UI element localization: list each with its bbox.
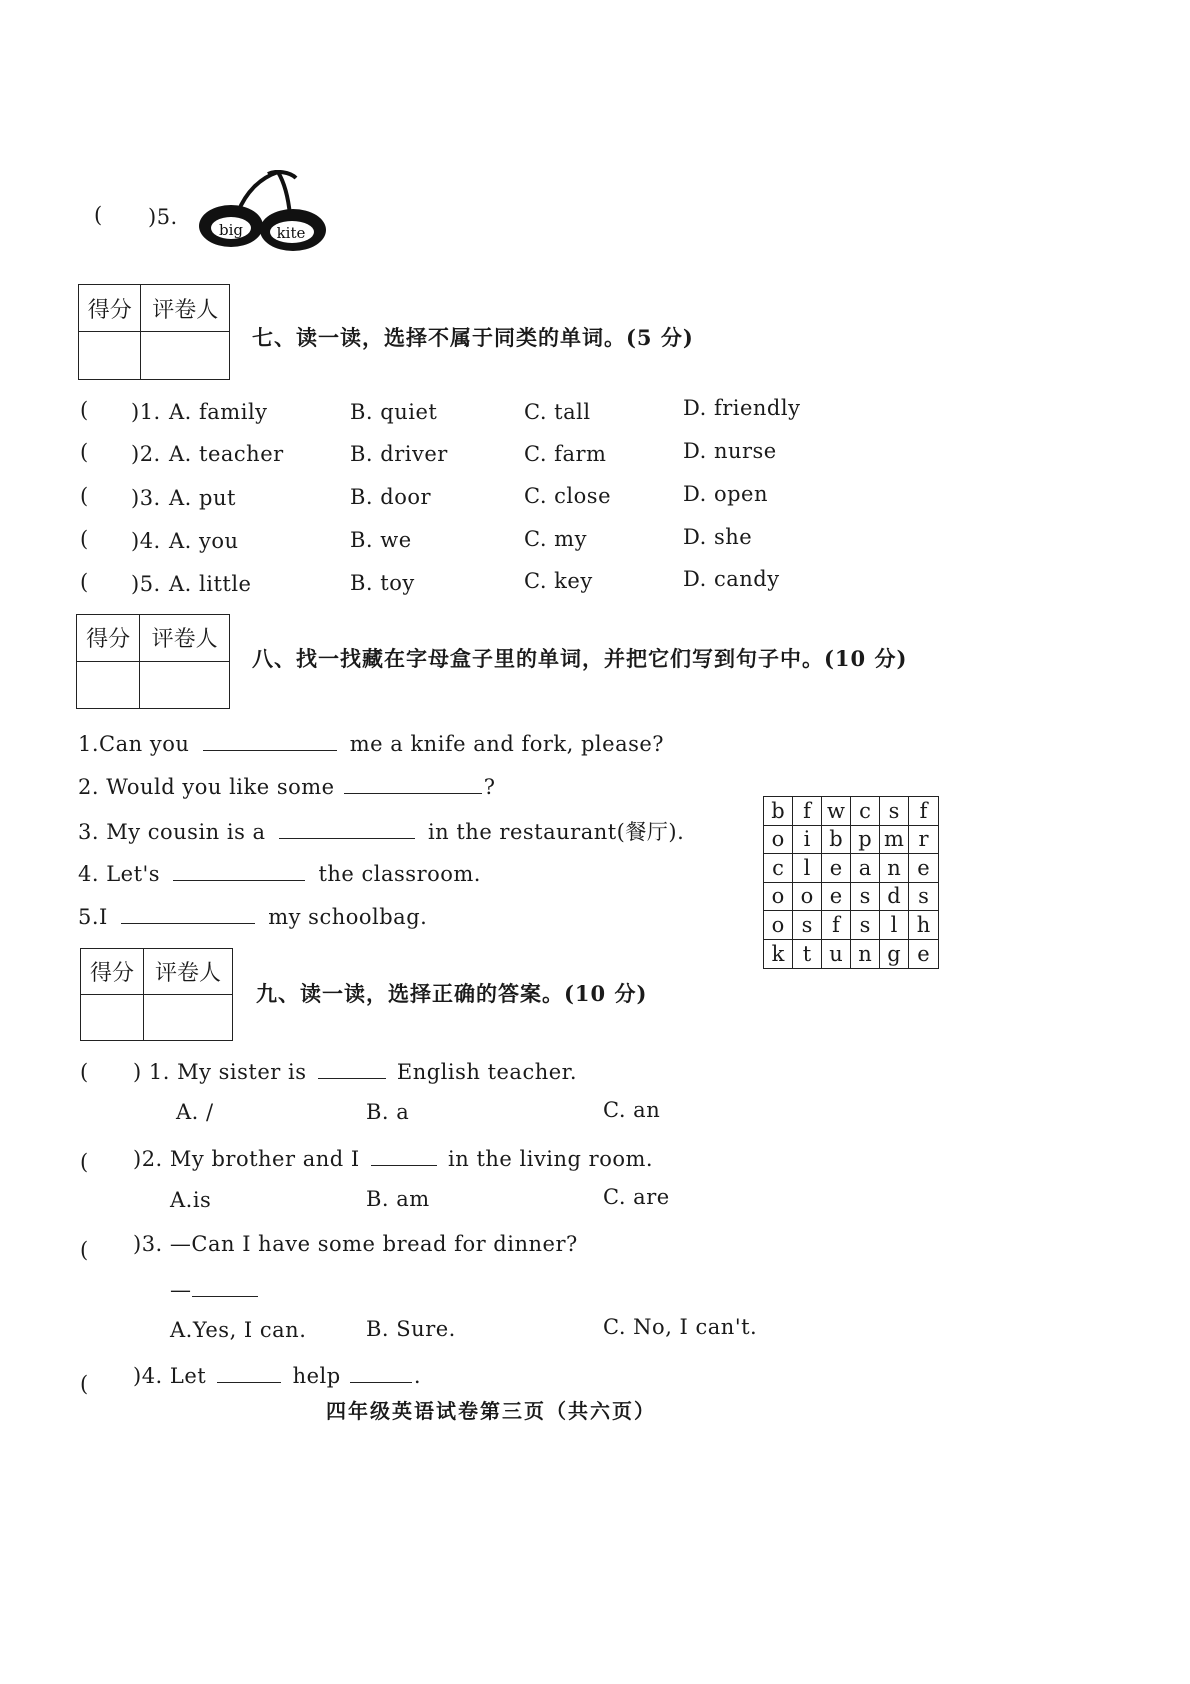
sentence-1: 1.Can you me a knife and fork, please? — [78, 732, 665, 756]
option-a: A. family — [169, 400, 268, 424]
page-footer: 四年级英语试卷第三页（共六页） — [326, 1399, 656, 1423]
letter-cell[interactable]: o — [793, 883, 822, 912]
cherry-left-word: big — [218, 221, 244, 239]
question-number: )4. — [131, 529, 161, 553]
answer-blank[interactable] — [318, 1058, 386, 1079]
grader-label: 评卷人 — [144, 949, 232, 995]
sentence-2: 2. Would you like some ? — [78, 775, 496, 799]
grader-label: 评卷人 — [141, 285, 229, 332]
letter-cell[interactable]: c — [851, 797, 880, 826]
option-a: A. you — [169, 529, 239, 553]
section-9-title: 九、读一读，选择正确的答案。(10 分) — [256, 981, 648, 1006]
letter-cell[interactable]: b — [822, 826, 851, 855]
letter-cell[interactable]: s — [880, 797, 909, 826]
answer-bracket[interactable]: ( — [80, 1372, 89, 1396]
letter-cell[interactable]: k — [764, 940, 793, 969]
letter-cell[interactable]: n — [880, 854, 909, 883]
option-c: C. an — [603, 1098, 661, 1122]
letter-cell[interactable]: b — [764, 797, 793, 826]
answer-blank[interactable] — [344, 773, 482, 794]
option-c: C. tall — [524, 400, 591, 424]
answer-blank[interactable] — [217, 1362, 281, 1383]
option-c: C. close — [524, 484, 611, 508]
letter-cell[interactable]: w — [822, 797, 851, 826]
question-number: )2. — [131, 442, 161, 466]
question-1: ) 1. My sister is English teacher. — [133, 1060, 578, 1084]
letter-cell[interactable]: r — [909, 826, 938, 855]
score-box — [78, 284, 230, 380]
sentence-5: 5.I my schoolbag. — [78, 905, 428, 929]
letter-cell[interactable]: e — [909, 854, 938, 883]
option-d: D. nurse — [683, 439, 777, 463]
option-c: C. my — [524, 527, 587, 551]
letter-cell[interactable]: h — [909, 911, 938, 940]
option-a: A.is — [170, 1188, 212, 1212]
answer-blank[interactable] — [371, 1145, 437, 1166]
option-b: B. am — [366, 1187, 430, 1211]
answer-blank[interactable] — [203, 730, 337, 751]
answer-blank[interactable] — [279, 818, 415, 839]
cherry-picture — [198, 170, 328, 252]
grader-cell[interactable] — [144, 995, 232, 1041]
option-c: C. No, I can't. — [603, 1315, 758, 1339]
sentence-4: 4. Let's the classroom. — [78, 862, 481, 886]
option-b: B. quiet — [350, 400, 438, 424]
letter-cell[interactable]: a — [851, 854, 880, 883]
option-a: A.Yes, I can. — [170, 1318, 307, 1342]
question-number: )3. — [131, 486, 161, 510]
option-d: D. friendly — [683, 396, 801, 420]
letter-cell[interactable]: f — [793, 797, 822, 826]
letter-cell[interactable]: e — [917, 941, 930, 966]
question-2: )2. My brother and I in the living room. — [133, 1147, 654, 1171]
option-b: B. toy — [350, 571, 415, 595]
score-label: 得分 — [79, 285, 141, 332]
score-label: 得分 — [81, 949, 144, 995]
question-4: )4. Let help . — [133, 1364, 422, 1388]
answer-blank[interactable] — [350, 1362, 412, 1383]
answer-bracket[interactable]: ( — [80, 484, 89, 508]
letter-cell[interactable]: i — [793, 826, 822, 855]
option-d: D. open — [683, 482, 768, 506]
letter-cell[interactable]: l — [793, 854, 822, 883]
answer-blank[interactable] — [121, 903, 255, 924]
letter-cell[interactable]: m — [880, 826, 909, 855]
letter-cell[interactable]: l — [880, 911, 909, 940]
score-box — [80, 948, 233, 1041]
grader-cell[interactable] — [141, 332, 229, 379]
letter-grid — [763, 796, 939, 969]
letter-cell[interactable]: t — [793, 940, 822, 969]
answer-bracket[interactable]: ( — [80, 570, 89, 594]
question-number: )5. — [131, 572, 161, 596]
score-cell[interactable] — [79, 332, 141, 379]
letter-cell[interactable]: s — [851, 883, 880, 912]
cherry-right-word: kite — [276, 224, 306, 242]
sentence-3: 3. My cousin is a in the restaurant(餐厅). — [78, 820, 685, 844]
letter-cell[interactable]: s — [909, 883, 938, 912]
letter-cell[interactable]: o — [764, 911, 793, 940]
letter-cell[interactable]: o — [764, 883, 793, 912]
option-c: C. are — [603, 1185, 670, 1209]
answer-bracket: ( — [94, 203, 103, 227]
option-a: A. little — [169, 572, 252, 596]
option-b: B. door — [350, 485, 432, 509]
answer-bracket[interactable]: ( — [80, 527, 89, 551]
grader-cell[interactable] — [140, 662, 229, 709]
answer-blank[interactable] — [192, 1276, 258, 1297]
answer-bracket[interactable]: ( — [80, 1060, 89, 1084]
question-number: )5. — [148, 205, 178, 229]
answer-bracket[interactable]: ( — [80, 398, 89, 422]
letter-cell[interactable]: s — [851, 911, 880, 940]
answer-bracket[interactable]: ( — [80, 1150, 89, 1174]
option-d: D. she — [683, 525, 753, 549]
option-d: D. candy — [683, 567, 780, 591]
section-8-title: 八、找一找藏在字母盒子里的单词，并把它们写到句子中。(10 分) — [252, 646, 908, 671]
letter-cell[interactable]: u — [822, 940, 851, 969]
answer-bracket[interactable]: ( — [80, 1238, 89, 1262]
letter-cell[interactable]: e — [822, 883, 851, 912]
option-b: B. driver — [350, 442, 448, 466]
reply-line: — — [170, 1276, 258, 1302]
option-c: C. farm — [524, 442, 607, 466]
letter-cell[interactable]: n — [851, 940, 880, 969]
letter-cell[interactable]: c — [764, 854, 793, 883]
option-b: B. a — [366, 1100, 410, 1124]
option-b: B. we — [350, 528, 412, 552]
question-3: )3. —Can I have some bread for dinner? — [133, 1232, 578, 1256]
question-number: )1. — [131, 400, 161, 424]
option-a: A. / — [176, 1100, 214, 1124]
score-box — [76, 614, 230, 709]
letter-cell[interactable]: g — [880, 940, 909, 969]
answer-bracket[interactable]: ( — [80, 440, 89, 464]
answer-blank[interactable] — [173, 860, 305, 881]
letter-cell[interactable]: o — [764, 826, 793, 855]
letter-cell[interactable]: d — [880, 883, 909, 912]
score-cell[interactable] — [77, 662, 140, 709]
option-b: B. Sure. — [366, 1317, 456, 1341]
letter-cell[interactable]: s — [793, 911, 822, 940]
letter-cell[interactable]: p — [851, 826, 880, 855]
option-a: A. teacher — [169, 442, 284, 466]
section-7-title: 七、读一读，选择不属于同类的单词。(5 分) — [252, 325, 694, 350]
option-a: A. put — [169, 486, 236, 510]
grader-label: 评卷人 — [140, 615, 229, 662]
option-c: C. key — [524, 569, 593, 593]
letter-cell[interactable]: e — [822, 854, 851, 883]
score-label: 得分 — [77, 615, 140, 662]
score-cell[interactable] — [81, 995, 144, 1041]
letter-cell[interactable]: f — [909, 797, 938, 826]
letter-cell[interactable]: f — [822, 911, 851, 940]
